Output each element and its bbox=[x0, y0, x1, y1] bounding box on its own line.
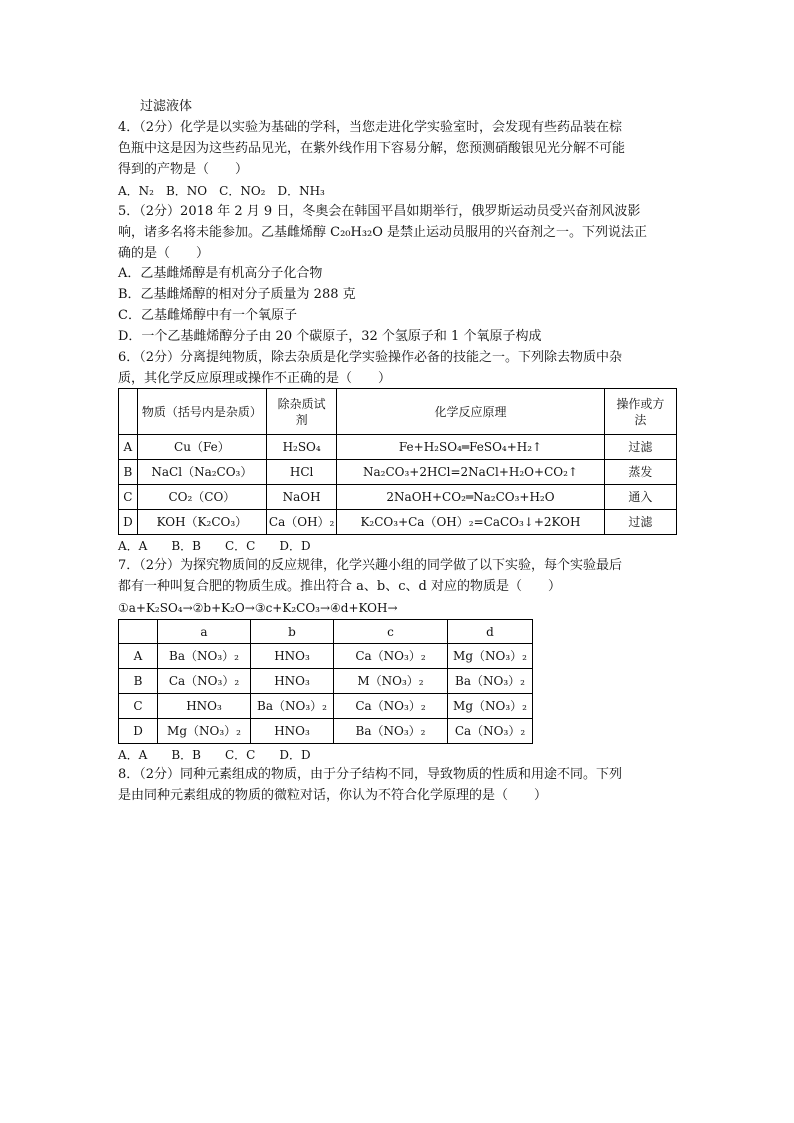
q7-row-key: D bbox=[119, 719, 158, 744]
table-row bbox=[119, 435, 677, 460]
q7-header-b: b bbox=[251, 620, 334, 644]
q7-reactions: ①a+K₂SO₄→②b+K₂O→③c+K₂CO₃→④d+KOH→ bbox=[118, 601, 398, 615]
q5-option-a: A．乙基雌烯醇是有机高分子化合物 bbox=[118, 266, 323, 281]
q5-line3: 确的是（ ） bbox=[118, 246, 210, 261]
q7-table-header bbox=[119, 620, 533, 644]
q6-row-method: 蒸发 bbox=[604, 460, 676, 485]
table-row bbox=[119, 460, 677, 485]
q6-header-reagent-line1: 除杂质试 bbox=[277, 396, 326, 411]
q6-header-key bbox=[119, 389, 138, 435]
q5-line1: 5．（2分）2018 年 2 月 9 日，冬奥会在韩国平昌如期举行，俄罗斯运动员受兴奋剂风波影 bbox=[118, 204, 641, 219]
q7-line1: 7．（2分）为探究物质间的反应规律，化学兴趣小组的同学做了以下实验，每个实验最后 bbox=[118, 558, 623, 573]
q6-line2: 质，其化学反应原理或操作不正确的是（ ） bbox=[118, 371, 392, 386]
q6-table bbox=[118, 388, 677, 535]
q7-line2: 都有一种叫复合肥的物质生成。推出符合 a、b、c、d 对应的物质是（ ） bbox=[118, 579, 561, 594]
q7-cell-b: HNO₃ bbox=[251, 644, 334, 669]
q6-row-reagent: Ca（OH）₂ bbox=[267, 510, 337, 535]
q6-table-header bbox=[119, 389, 677, 435]
q6-row-key: D bbox=[119, 510, 138, 535]
q6-row-substance: Cu（Fe） bbox=[137, 435, 266, 460]
q6-row-substance: KOH（K₂CO₃） bbox=[137, 510, 266, 535]
q6-header-method-line2: 法 bbox=[634, 412, 647, 427]
q6-row-reagent: HCl bbox=[267, 460, 337, 485]
q5-line2: 响，诸多名将未能参加。乙基雌烯醇 C₂₀H₃₂O 是禁止运动员服用的兴奋剂之一。下列说法正 bbox=[118, 225, 648, 240]
q6-row-principle: Na₂CO₃+2HCl=2NaCl+H₂O+CO₂↑ bbox=[337, 460, 604, 485]
q7-cell-a: Ca（NO₃）₂ bbox=[158, 669, 251, 694]
q7-row-key: C bbox=[119, 694, 158, 719]
q4-line2: 色瓶中这是因为这些药品见光，在紫外线作用下容易分解，您预测硝酸银见光分解不可能 bbox=[118, 141, 626, 156]
q7-cell-a: Mg（NO₃）₂ bbox=[158, 719, 251, 744]
q7-cell-b: Ba（NO₃）₂ bbox=[251, 694, 334, 719]
q5-option-d: D．一个乙基雌烯醇分子由 20 个碳原子，32 个氢原子和 1 个氧原子构成 bbox=[118, 329, 542, 344]
q6-row-substance: CO₂（CO） bbox=[137, 485, 266, 510]
q7-header-c: c bbox=[334, 620, 448, 644]
q6-line1: 6．（2分）分离提纯物质，除去杂质是化学实验操作必备的技能之一。下列除去物质中杂 bbox=[118, 350, 623, 365]
q6-row-substance: NaCl（Na₂CO₃） bbox=[137, 460, 266, 485]
table-row bbox=[119, 669, 533, 694]
q6-header-reagent-line2: 剂 bbox=[295, 412, 308, 427]
q7-cell-b: HNO₃ bbox=[251, 669, 334, 694]
q7-row-key: A bbox=[119, 644, 158, 669]
q6-row-key: B bbox=[119, 460, 138, 485]
q5-option-c: C．乙基雌烯醇中有一个氧原子 bbox=[118, 308, 297, 323]
q6-header-reagent bbox=[267, 389, 337, 435]
q4-line1: 4．（2分）化学是以实验为基础的学科，当您走进化学实验室时，会发现有些药品装在棕 bbox=[118, 120, 623, 135]
q7-cell-d: Ca（NO₃）₂ bbox=[448, 719, 533, 744]
q6-row-method: 过滤 bbox=[604, 510, 676, 535]
q8-line2: 是由同种元素组成的物质的微粒对话，你认为不符合化学原理的是（ ） bbox=[118, 788, 548, 803]
q7-cell-d: Ba（NO₃）₂ bbox=[448, 669, 533, 694]
table-row bbox=[119, 485, 677, 510]
q7-cell-c: Ca（NO₃）₂ bbox=[334, 644, 448, 669]
table-row bbox=[119, 719, 533, 744]
q7-cell-c: Ba（NO₃）₂ bbox=[334, 719, 448, 744]
q3-tail: 过滤液体 bbox=[140, 99, 193, 114]
q7-answers: A．A B．B C．C D．D bbox=[118, 748, 311, 762]
q6-header-principle: 化学反应原理 bbox=[337, 389, 604, 435]
table-row bbox=[119, 644, 533, 669]
q6-row-method: 通入 bbox=[604, 485, 676, 510]
q6-header-method bbox=[604, 389, 676, 435]
q6-row-principle: K₂CO₃+Ca（OH）₂=CaCO₃↓+2KOH bbox=[337, 510, 604, 535]
q7-cell-c: M（NO₃）₂ bbox=[334, 669, 448, 694]
q7-cell-a: HNO₃ bbox=[158, 694, 251, 719]
q4-options: A．N₂ B．NO C．NO₂ D．NH₃ bbox=[118, 184, 325, 198]
q4-line3: 得到的产物是（ ） bbox=[118, 162, 249, 177]
q7-cell-d: Mg（NO₃）₂ bbox=[448, 694, 533, 719]
q6-header-substance: 物质（括号内是杂质） bbox=[137, 389, 266, 435]
table-row bbox=[119, 694, 533, 719]
q6-row-principle: Fe+H₂SO₄═FeSO₄+H₂↑ bbox=[337, 435, 604, 460]
q6-row-key: A bbox=[119, 435, 138, 460]
q7-cell-c: Ca（NO₃）₂ bbox=[334, 694, 448, 719]
q6-row-principle: 2NaOH+CO₂═Na₂CO₃+H₂O bbox=[337, 485, 604, 510]
q6-row-reagent: NaOH bbox=[267, 485, 337, 510]
q7-table bbox=[118, 619, 533, 744]
q6-row-method: 过滤 bbox=[604, 435, 676, 460]
q6-row-reagent: H₂SO₄ bbox=[267, 435, 337, 460]
q7-header-key bbox=[119, 620, 158, 644]
q7-header-a: a bbox=[158, 620, 251, 644]
q6-answers: A．A B．B C．C D．D bbox=[118, 539, 311, 553]
q7-row-key: B bbox=[119, 669, 158, 694]
q7-cell-a: Ba（NO₃）₂ bbox=[158, 644, 251, 669]
q7-cell-b: HNO₃ bbox=[251, 719, 334, 744]
q6-row-key: C bbox=[119, 485, 138, 510]
q6-header-method-line1: 操作或方 bbox=[616, 396, 665, 411]
q7-header-d: d bbox=[448, 620, 533, 644]
q7-cell-d: Mg（NO₃）₂ bbox=[448, 644, 533, 669]
q5-option-b: B．乙基雌烯醇的相对分子质量为 288 克 bbox=[118, 287, 356, 302]
table-row bbox=[119, 510, 677, 535]
q8-line1: 8．（2分）同种元素组成的物质，由于分子结构不同，导致物质的性质和用途不同。下列 bbox=[118, 767, 623, 782]
